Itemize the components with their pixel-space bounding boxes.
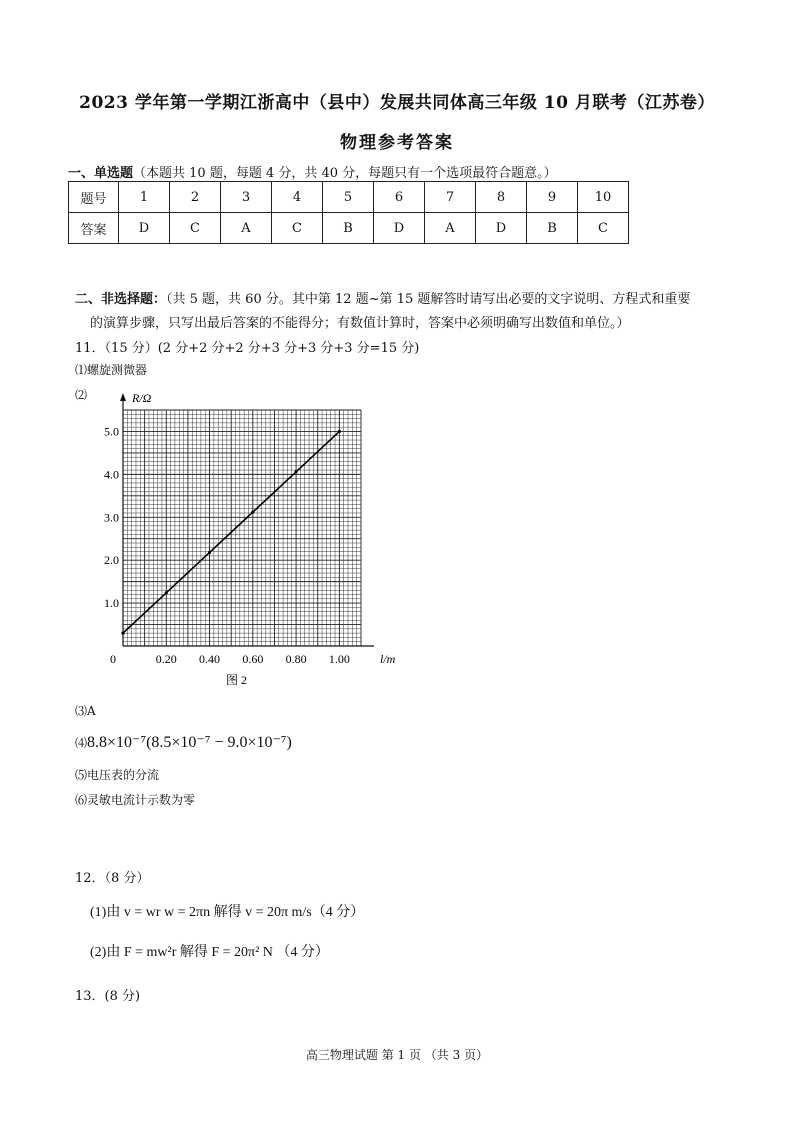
section2-desc-line1: （共 5 题，共 60 分。其中第 12 题~第 15 题解答时请写出必要的文字说明、方程式和重要	[166, 292, 691, 307]
data-point	[251, 511, 254, 514]
question-number: 10	[578, 182, 629, 213]
q11-part4-marker: ⑷	[75, 736, 88, 750]
q11-part4	[75, 732, 292, 752]
y-tick-label: 4.0	[104, 467, 119, 482]
answer-cell: D	[119, 213, 170, 244]
answer-cell: B	[527, 213, 578, 244]
origin-label: 0	[110, 652, 116, 666]
section2-desc-line2: 的演算步骤，只写出最后答案的不能得分；有数值计算时，答案中必须明确写出数值和单位。）	[90, 316, 630, 331]
question-number: 1	[119, 182, 170, 213]
question-number: 5	[323, 182, 374, 213]
q12-heading: 12．（8 分）	[75, 871, 150, 886]
q11-part3: ⑶A	[75, 704, 96, 718]
x-tick-label: 1.00	[328, 652, 350, 666]
answer-cell: C	[272, 213, 323, 244]
question-number: 6	[374, 182, 425, 213]
question-row-header: 题号	[69, 182, 119, 213]
y-tick-label: 5.0	[104, 424, 119, 439]
x-tick-label: 0.20	[155, 652, 177, 666]
question-number: 8	[476, 182, 527, 213]
answer-cell: D	[476, 213, 527, 244]
data-point	[294, 470, 297, 473]
question-number: 2	[170, 182, 221, 213]
q11-part6: ⑹灵敏电流计示数为零	[75, 793, 196, 807]
section2-label: 二、非选择题：	[75, 292, 167, 307]
data-point	[121, 632, 124, 635]
section1-desc: （本题共 10 题，每题 4 分，共 40 分，每题只有一个选项最符合题意。）	[133, 166, 557, 181]
answer-cell: A	[221, 213, 272, 244]
q11-part4-formula: 8.8×10⁻⁷(8.5×10⁻⁷ − 9.0×10⁻⁷)	[87, 734, 292, 751]
x-tick-label: 0.80	[285, 652, 307, 666]
answer-cell: C	[578, 213, 629, 244]
page-title: 2023 学年第一学期江浙高中（县中）发展共同体高三年级 10 月联考（江苏卷）	[79, 93, 715, 113]
y-tick-label: 3.0	[104, 510, 119, 525]
data-point	[208, 551, 211, 554]
answer-cell: B	[323, 213, 374, 244]
answer-cell: D	[374, 213, 425, 244]
x-axis-label: l/m	[380, 652, 396, 666]
section1-label: 一、单选题	[68, 166, 134, 181]
chart-caption: 图 2	[226, 673, 248, 687]
question-number: 4	[272, 182, 323, 213]
y-axis-arrow	[120, 393, 126, 401]
y-tick-label: 1.0	[104, 596, 119, 611]
data-point	[338, 430, 341, 433]
question-number: 9	[527, 182, 578, 213]
q11-part1: ⑴螺旋测微器	[75, 363, 148, 377]
q12-line2: (2)由 F = mw²r 解得 F = 20π² N （4 分）	[90, 945, 329, 960]
q11-part2-marker: ⑵	[75, 388, 88, 402]
page-subtitle: 物理参考答案	[340, 133, 454, 153]
q12-line1: (1)由 v = wr w = 2πn 解得 v = 20π m/s（4 分）	[90, 905, 365, 920]
answer-cell: C	[170, 213, 221, 244]
answer-row-header: 答案	[69, 213, 119, 244]
q11-heading: 11．（15 分）(2 分+2 分+2 分+3 分+3 分+3 分=15 分)	[75, 341, 420, 356]
y-tick-label: 2.0	[104, 553, 119, 568]
y-axis-label: R/Ω	[132, 391, 152, 405]
page-footer: 高三物理试题 第 1 页 （共 3 页）	[305, 1048, 489, 1062]
q13-heading: 13．(8 分)	[75, 989, 141, 1004]
q11-part5: ⑸电压表的分流	[75, 768, 160, 782]
data-point	[165, 591, 168, 594]
question-number: 3	[221, 182, 272, 213]
x-tick-label: 0.40	[199, 652, 221, 666]
answer-cell: A	[425, 213, 476, 244]
x-tick-label: 0.60	[242, 652, 264, 666]
question-number: 7	[425, 182, 476, 213]
